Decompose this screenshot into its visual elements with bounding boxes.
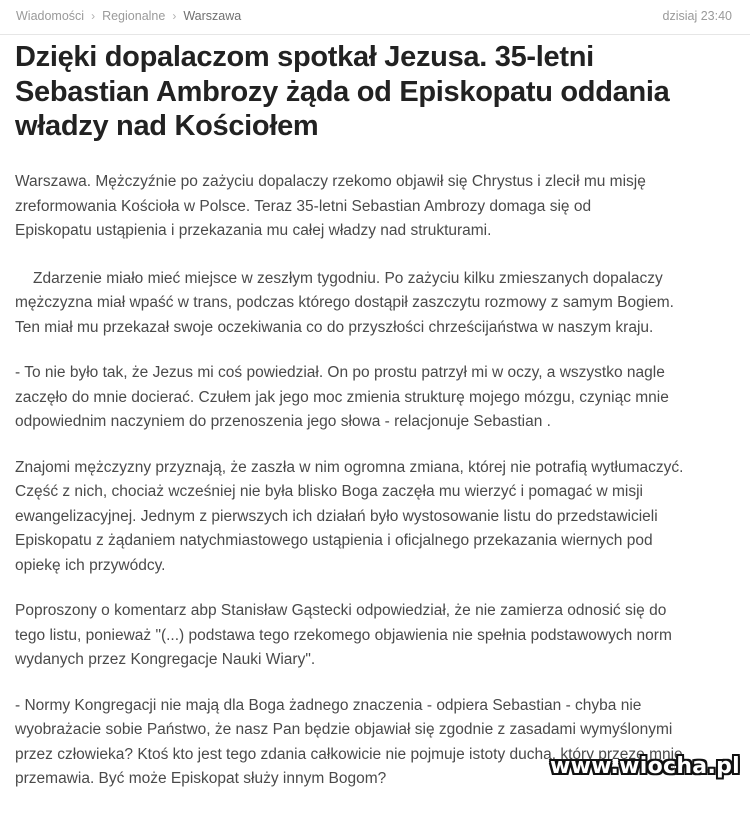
breadcrumb-item-wiadomosci[interactable]: Wiadomości [16,9,85,23]
publish-timestamp: dzisiaj 23:40 [662,9,732,23]
article-paragraph: Znajomi mężczyzny przyznają, że zaszła w nim ogromna zmiana, której nie potrafią wytłumaczyć. Część z nich, chociaż wcześniej nie była blisko Boga zaczęła mu wierzyć i pomagać w misji ewangelizacyjnej. Jednym z pierwszych ich działań było wystosowanie listu do przedstawicieli Episkopatu z żądaniem natychmiastowego ustąpienia i oficjalnego przekazania wiernych pod opiekę ich przywódcy. [15,458,684,574]
article-paragraph: Zdarzenie miało mieć miejsce w zeszłym tygodniu. Po zażyciu kilku zmieszanych dopalaczy mężczyzna miał wpaść w trans, podczas którego dostąpił zaszczytu rozmowy z samym Bogiem. Ten miał mu przekazał swoje oczekiwania co do przyszłości chrześcijaństwa w naszym kraju. [15,269,674,336]
breadcrumb [16,9,241,23]
chevron-right-icon: › [91,9,96,23]
breadcrumb-item-regionalne[interactable]: Regionalne [102,9,166,23]
article-lead: Warszawa. Mężczyźnie po zażyciu dopalaczy rzekomo objawił się Chrystus i zlecił mu misję zreformowania Kościoła w Polsce. Teraz 35-letni Sebastian Ambrozy domaga się od Episkopatu ustąpienia i przekazania mu całej władzy nad strukturami. [15,173,646,239]
article-paragraph: - Normy Kongregacji nie mają dla Boga żadnego znaczenia - odpiera Sebastian - chyba nie wyobrażacie sobie Państwo, że nasz Pan będzie objawiał się zgodnie z zasadami wymyślonymi przez człowieka? Ktoś kto jest tego zdania całkowicie nie pojmuje istoty ducha, który przeze mnie przemawia. Być może Episkopat służy innym Bogom? [15,696,683,787]
article-paragraph: Poproszony o komentarz abp Stanisław Gąstecki odpowiedział, że nie zamierza odnosić się do tego listu, ponieważ "(...) podstawa tego rzekomego objawienia nie spełnia podstawowych norm wydanych przez Kongregacje Nauki Wiary". [15,602,672,668]
chevron-right-icon: › [172,9,177,23]
watermark: www.wiocha.pl [550,754,740,779]
article-title: Dzięki dopalaczom spotkał Jezusa. 35-letni Sebastian Ambrozy żąda od Episkopatu oddania władzy nad Kościołem [15,41,670,142]
breadcrumb-item-warszawa[interactable]: Warszawa [183,9,242,23]
article-body [15,170,740,813]
top-bar [0,0,750,35]
article-paragraph: - To nie było tak, że Jezus mi coś powiedział. On po prostu patrzył mi w oczy, a wszystko nagle zaczęło do mnie docierać. Czułem jak jego moc zmienia strukturę mojego mózgu, czyniąc mnie odpowiednim naczyniem do przenoszenia jego słowa - relacjonuje Sebastian . [15,364,669,430]
